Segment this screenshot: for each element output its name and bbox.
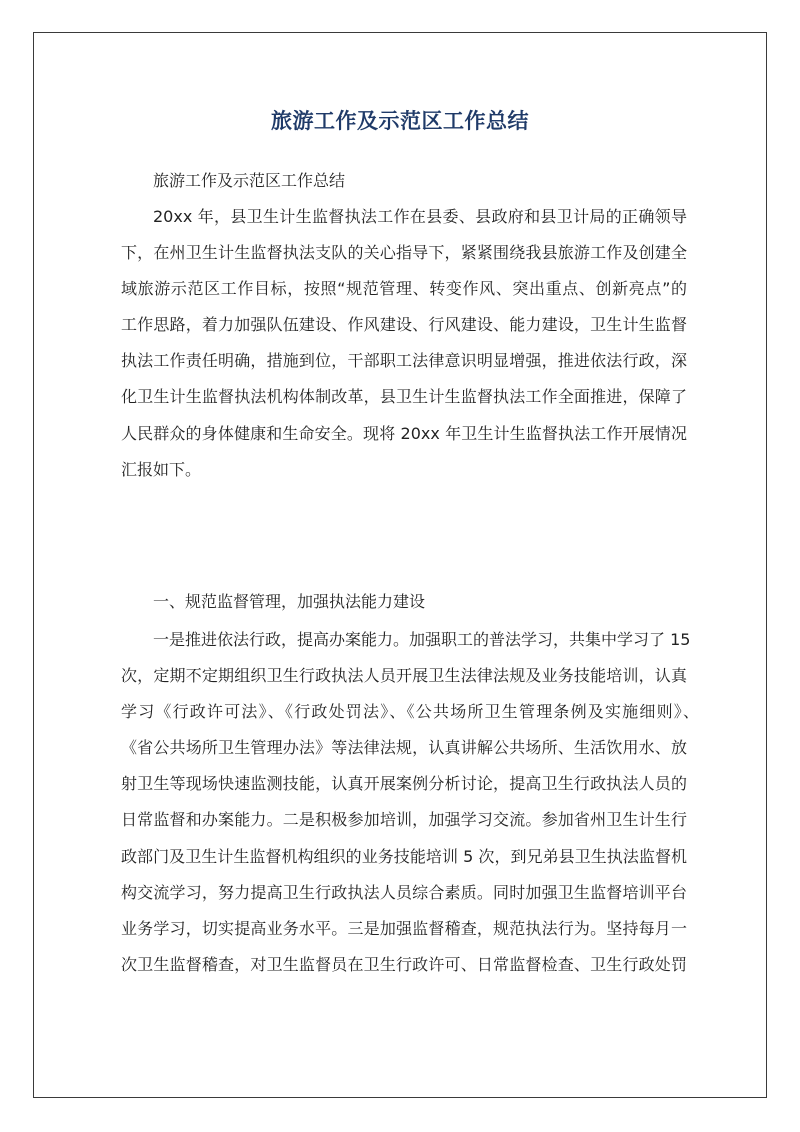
- section-1: [121, 584, 687, 620]
- paragraph-line: 次，定期不定期组织卫生行政执法人员开展卫生法律法规及业务技能培训，认真: [121, 666, 687, 686]
- paragraph-line: 《省公共场所卫生管理办法》等法律法规，认真讲解公共场所、生活饮用水、放: [121, 738, 687, 758]
- paragraph-1: [121, 199, 687, 488]
- paragraph-line: 域旅游示范区工作目标，按照“规范管理、转变作风、突出重点、创新亮点”的: [121, 279, 687, 299]
- paragraph-line: 人民群众的身体健康和生命安全。现将 20xx 年卫生计生监督执法工作开展情况: [121, 423, 687, 443]
- document-title: 旅游工作及示范区工作总结: [271, 109, 529, 133]
- paragraph-line: 次卫生监督稽查，对卫生监督员在卫生行政许可、日常监督检查、卫生行政处罚: [121, 954, 687, 974]
- paragraph-line: 射卫生等现场快速监测技能，认真开展案例分析讨论，提高卫生行政执法人员的: [121, 774, 687, 794]
- paragraph-line: 一是推进依法行政，提高办案能力。加强职工的普法学习，共集中学习了 15: [153, 630, 691, 649]
- paragraph-2: [121, 622, 699, 983]
- paragraph-line: 业务学习，切实提高业务水平。三是加强监督稽查，规范执法行为。坚持每月一: [121, 918, 687, 938]
- paragraph-line: 日常监督和办案能力。二是积极参加培训，加强学习交流。参加省州卫生计生行: [121, 810, 687, 830]
- paragraph-line: 执法工作责任明确，措施到位，干部职工法律意识明显增强，推进依法行政，深: [121, 351, 687, 371]
- paragraph-line: 构交流学习，努力提高卫生行政执法人员综合素质。同时加强卫生监督培训平台: [121, 882, 687, 902]
- paragraph-line: 化卫生计生监督执法机构体制改革，县卫生计生监督执法工作全面推进，保障了: [121, 387, 687, 407]
- document-subtitle: 旅游工作及示范区工作总结: [153, 171, 346, 190]
- paragraph-line: 学习《行政许可法》、《行政处罚法》、《公共场所卫生管理条例及实施细则》、: [121, 702, 699, 722]
- intro-block: [121, 163, 687, 199]
- paragraph-line: 工作思路，着力加强队伍建设、作风建设、行风建设、能力建设，卫生计生监督: [121, 315, 687, 335]
- paragraph-line: 政部门及卫生计生监督机构组织的业务技能培训 5 次，到兄弟县卫生执法监督机: [121, 846, 687, 866]
- paragraph-line: 20xx 年，县卫生计生监督执法工作在县委、县政府和县卫计局的正确领导: [153, 207, 687, 226]
- paragraph-line: 汇报如下。: [121, 459, 202, 479]
- paragraph-line: 下，在州卫生计生监督执法支队的关心指导下，紧紧围绕我县旅游工作及创建全: [121, 243, 687, 263]
- section-heading: 一、规范监督管理，加强执法能力建设: [153, 592, 426, 611]
